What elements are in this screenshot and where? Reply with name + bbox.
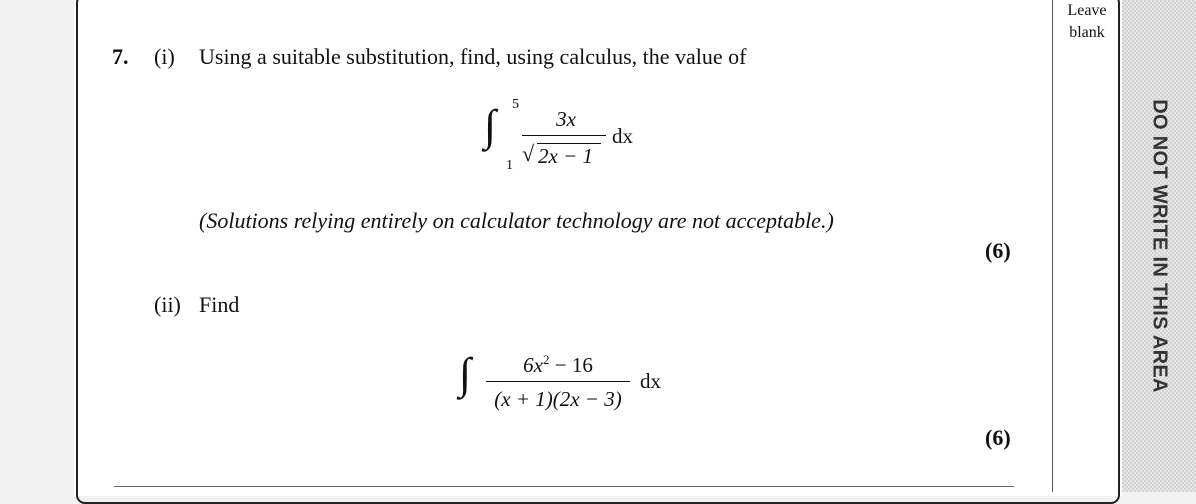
bottom-rule <box>114 486 1014 487</box>
calculator-note: (Solutions relying entirely on calculator technology are not acceptable.) <box>199 208 834 233</box>
question-number: 7. <box>112 44 129 69</box>
leave-blank-line1: Leave <box>1067 2 1107 19</box>
left-background <box>0 0 74 492</box>
part-i-marks: (6) <box>985 238 1011 263</box>
part-i-text: Using a suitable substitution, find, using calculus, the value of <box>199 44 747 69</box>
integral-differential: dx <box>612 124 633 148</box>
part-ii-text: Find <box>199 292 240 317</box>
sqrt-icon: √ <box>522 141 535 166</box>
numerator-term: 6x <box>523 353 543 377</box>
integral-lower-limit: 1 <box>506 158 513 173</box>
fraction-numerator <box>488 352 628 378</box>
answer-box-border <box>76 0 1120 504</box>
fraction-numerator: 3x <box>556 107 576 131</box>
part-ii-marks: (6) <box>985 425 1011 450</box>
fraction-denominator: (x + 1)(2x − 3) <box>494 387 622 411</box>
integral-differential: dx <box>640 369 661 393</box>
do-not-write-label: DO NOT WRITE IN THIS AREA <box>1148 99 1171 393</box>
fraction-bar <box>486 381 630 382</box>
fraction-bar <box>522 135 606 136</box>
part-i-label: (i) <box>154 44 175 69</box>
numerator-exponent: 2 <box>542 352 550 367</box>
margin-divider <box>1052 0 1053 492</box>
leave-blank-line2: blank <box>1069 24 1105 41</box>
part-ii-label: (ii) <box>154 292 181 317</box>
fraction-denominator: 2x − 1 <box>538 144 593 168</box>
leave-blank-label <box>1056 0 1118 44</box>
numerator-constant: − 16 <box>549 353 593 377</box>
integral-sign: ∫ <box>484 101 497 150</box>
integral-sign: ∫ <box>459 349 472 398</box>
integral-upper-limit: 5 <box>512 97 519 112</box>
